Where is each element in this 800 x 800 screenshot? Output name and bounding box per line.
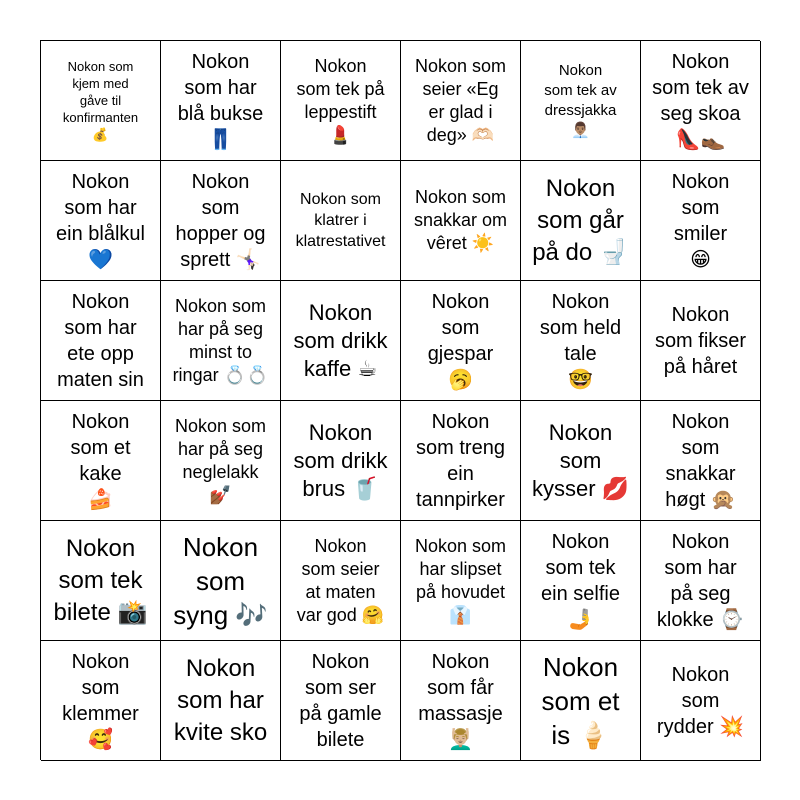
bingo-cell[interactable] xyxy=(41,41,161,161)
cell-text: Nokon som har på seg klokke ⌚ xyxy=(656,530,745,631)
cell-text: Nokon som kjem med gåve til konfirmanten 💰 xyxy=(62,59,139,142)
bingo-board xyxy=(40,40,760,760)
cell-text: Nokon som klatrer i klatrestativet xyxy=(295,191,386,250)
bingo-cell[interactable] xyxy=(281,281,401,401)
bingo-cell[interactable] xyxy=(641,281,761,401)
bingo-cell[interactable] xyxy=(641,641,761,761)
cell-text: Nokon som går på do 🚽 xyxy=(532,174,629,266)
bingo-cell[interactable] xyxy=(521,401,641,521)
cell-text: Nokon som kysser 💋 xyxy=(531,419,630,501)
bingo-cell[interactable] xyxy=(521,41,641,161)
bingo-cell[interactable] xyxy=(161,521,281,641)
bingo-cell[interactable] xyxy=(41,641,161,761)
bingo-cell[interactable] xyxy=(41,161,161,281)
cell-text: Nokon som tek av dressjakka 👨🏽‍💼 xyxy=(544,61,617,139)
cell-text: Nokon som drikk brus 🥤 xyxy=(293,419,388,501)
cell-text: Nokon som treng ein tannpirker xyxy=(416,410,505,511)
cell-text: Nokon som tek ein selfie 🤳 xyxy=(541,530,620,631)
bingo-cell[interactable] xyxy=(521,281,641,401)
bingo-cell[interactable] xyxy=(401,281,521,401)
bingo-cell[interactable] xyxy=(161,161,281,281)
bingo-cell[interactable] xyxy=(401,401,521,521)
bingo-cell[interactable] xyxy=(161,641,281,761)
bingo-cell[interactable] xyxy=(401,41,521,161)
cell-text: Nokon som tek bilete 📸 xyxy=(53,534,148,626)
cell-text: Nokon som held tale 🤓 xyxy=(539,290,622,391)
bingo-cell[interactable] xyxy=(281,401,401,521)
bingo-cell[interactable] xyxy=(41,401,161,521)
bingo-cell[interactable] xyxy=(161,401,281,521)
cell-text: Nokon som et is 🍦 xyxy=(541,651,620,750)
cell-text: Nokon som har ete opp maten sin xyxy=(57,290,144,391)
bingo-cell[interactable] xyxy=(521,641,641,761)
bingo-cell[interactable] xyxy=(281,641,401,761)
bingo-cell[interactable] xyxy=(641,41,761,161)
cell-text: Nokon som seier at maten var god 🤗 xyxy=(296,535,385,625)
cell-text: Nokon som rydder 💥 xyxy=(656,663,745,738)
cell-text: Nokon som klemmer 🥰 xyxy=(62,650,139,751)
cell-text: Nokon som snakkar høgt 🙊 xyxy=(665,410,736,511)
bingo-cell[interactable] xyxy=(641,161,761,281)
cell-text: Nokon som seier «Eg er glad i deg» 🫶🏻 xyxy=(414,55,507,145)
bingo-cell[interactable] xyxy=(521,161,641,281)
cell-text: Nokon som hopper og sprett 🤸🏻‍♀️ xyxy=(175,170,266,271)
cell-text: Nokon som tek på leppestift 💄 xyxy=(296,55,385,145)
cell-text: Nokon som gjespar 🥱 xyxy=(427,290,494,391)
cell-text: Nokon som snakkar om vêret ☀️ xyxy=(413,187,508,253)
bingo-cell[interactable] xyxy=(401,521,521,641)
bingo-cell[interactable] xyxy=(161,281,281,401)
cell-text: Nokon som har kvite sko xyxy=(173,654,268,746)
bingo-cell[interactable] xyxy=(281,521,401,641)
cell-text: Nokon som har slipset på hovudet 👔 xyxy=(414,535,507,625)
bingo-cell[interactable] xyxy=(641,401,761,521)
cell-text: Nokon som fikser på håret xyxy=(654,303,747,378)
cell-text: Nokon som et kake 🍰 xyxy=(70,410,131,511)
cell-text: Nokon som drikk kaffe ☕ xyxy=(293,299,388,381)
cell-text: Nokon som har på seg minst to ringar 💍💍 xyxy=(172,295,269,385)
cell-text: Nokon som syng 🎶 xyxy=(173,531,268,630)
cell-text: Nokon som smiler 😁 xyxy=(671,170,730,271)
bingo-cell[interactable] xyxy=(521,521,641,641)
cell-text: Nokon som har ein blålkul 💙 xyxy=(56,170,145,271)
bingo-cell[interactable] xyxy=(641,521,761,641)
bingo-cell[interactable] xyxy=(401,641,521,761)
cell-text: Nokon som tek av seg skoa 👠👞 xyxy=(652,50,749,151)
cell-text: Nokon som får massasje 💆🏼‍♂️ xyxy=(418,650,503,751)
cell-text: Nokon som har blå bukse 👖 xyxy=(177,50,264,151)
bingo-cell[interactable] xyxy=(281,161,401,281)
bingo-cell[interactable] xyxy=(401,161,521,281)
cell-text: Nokon som har på seg neglelakk 💅🏾 xyxy=(174,415,267,505)
bingo-cell[interactable] xyxy=(41,281,161,401)
bingo-cell[interactable] xyxy=(281,41,401,161)
cell-text: Nokon som ser på gamle bilete xyxy=(299,650,382,751)
bingo-cell[interactable] xyxy=(41,521,161,641)
bingo-cell[interactable] xyxy=(161,41,281,161)
